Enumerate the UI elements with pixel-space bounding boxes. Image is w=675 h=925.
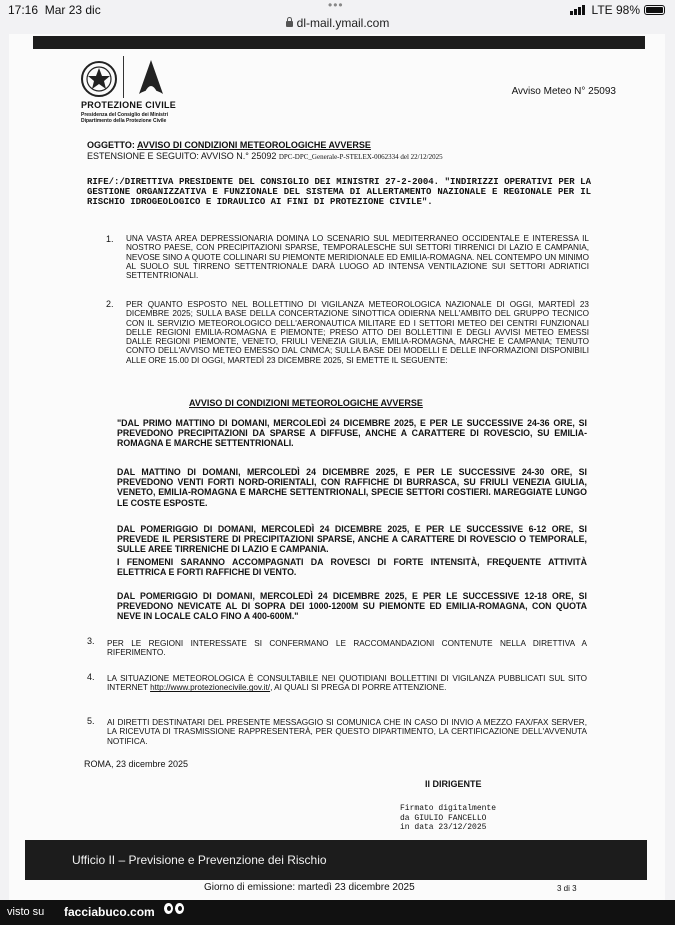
network-label: LTE 98%: [591, 3, 640, 17]
item-number: 1.: [106, 234, 114, 244]
avviso-number: Avviso Meteo N° 25093: [511, 86, 616, 97]
item-number: 5.: [87, 716, 95, 726]
emission-date: Giorno di emissione: martedì 23 dicembre 2025: [204, 882, 415, 893]
forecast-paragraph: "DAL PRIMO MATTINO DI DOMANI, MERCOLEDÌ 24 DICEMBRE 2025, E PER LE SUCCESSIVE 24-36 ORE, SI PREVEDONO PRECIPITAZIONI DA SPARSE A DIFFUSE, ANCHE A CARATTERE DI ROVESCIO, SU EMILIA-ROMAGNA E MARCHE SETTENTRIONALI.: [117, 418, 587, 449]
url-text[interactable]: dl-mail.ymail.com: [296, 16, 390, 30]
org-subtitle: Presidenza del Consiglio dei Ministri Dipartimento della Protezione Civile: [81, 112, 168, 124]
watermark-brand[interactable]: facciabuco.com: [64, 905, 155, 919]
protezione-civile-link[interactable]: http://www.protezionecivile.gov.it/: [150, 683, 271, 693]
emblem-icon: [79, 58, 119, 98]
document-page: [9, 34, 665, 900]
place-date: ROMA, 23 dicembre 2025: [84, 759, 189, 769]
item-number: 4.: [87, 672, 95, 682]
status-date: Mar 23 dic: [44, 3, 101, 17]
oggetto: [87, 140, 371, 150]
logo-divider: [123, 56, 124, 98]
header-bar: [33, 36, 645, 49]
page-number: 3 di 3: [557, 884, 577, 893]
watermark-visto: visto su: [7, 906, 45, 918]
rife-text: RIFE/:/DIRETTIVA PRESIDENTE DEL CONSIGLIO DEI MINISTRI 27-2-2004. "INDIRIZZI OPERATIVI PER LA GESTIONE ORGANIZZATIVA E FUNZIONALE DEL SISTEMA DI ALLERTAMENTO NAZIONALE E REGIONALE PER IL RISCHIO IDROGEOLOGICO E IDRAULICO AI FINI DI PROTEZIONE CIVILE".: [87, 177, 591, 207]
signal-icon: [570, 5, 585, 15]
protezione-civile-logo-icon: [131, 56, 171, 98]
forecast-paragraph: I FENOMENI SARANNO ACCOMPAGNATI DA ROVESCI DI FORTE INTENSITÀ, FREQUENTE ATTIVITÀ ELETTRICA E FORTI RAFFICHE DI VENTO.: [117, 557, 587, 578]
estensione-ref: DPC-DPC_Generale-P-STELEX-0062334 del 22/12/2025: [278, 153, 443, 161]
forecast-paragraph: DAL MATTINO DI DOMANI, MERCOLEDÌ 24 DICEMBRE 2025, E PER LE SUCCESSIVE 24-30 ORE, SI PREVEDONO VENTI FORTI NORD-ORIENTALI, CON RAFFICHE DI BURRASCA, SU FRIULI VENEZIA GIULIA, VENETO, EMILIA-ROMAGNA E MARCHE SETTENTRIONALI, SPECIE SETTORI COSTIERI. MAREGGIATE LUNGO LE COSTE ESPOSTE.: [117, 467, 587, 508]
footer-office: Ufficio II – Previsione e Prevenzione dei Rischio: [72, 853, 327, 867]
org-name: PROTEZIONE CIVILE: [81, 100, 177, 110]
status-right: [570, 3, 665, 17]
item-number: 2.: [106, 299, 114, 309]
oggetto-title: AVVISO DI CONDIZIONI METEOROLOGICHE AVVERSE: [137, 140, 371, 150]
eyes-icon: [164, 903, 184, 914]
more-dots-icon[interactable]: •••: [328, 0, 344, 12]
status-time: 17:16 Mar 23 dic: [8, 3, 101, 17]
item-text: PER QUANTO ESPOSTO NEL BOLLETTINO DI VIGILANZA METEOROLOGICA NAZIONALE DI OGGI, MARTEDÌ 23 DICEMBRE 2025; SULLA BASE DELLA CONCERTAZIONE SINOTTICA ODIERNA NELL'AMBITO DEL GRUPPO TECNICO CON IL SERVIZIO METEOROLOGICO DELL'AERONAUTICA MILITARE ED I SETTORI METEO DEI CENTRI FUNZIONALI DELLE REGIONI EMILIA-ROMAGNA E PIEMONTE; PRESO ATTO DEI BOLLETTINI E DEGLI AVVISI METEO EMESSI DALLE REGIONI PIEMONTE, VENETO, FRIULI VENEZIA GIULIA, EMILIA-ROMAGNA, MARCHE E CAMPANIA; TENUTO CONTO DELL'AVVISO METEO EMESSO DAL CNMCA; SULLA BASE DEI MODELLI E DELLE INFORMAZIONI DISPONIBILI ALLE ORE 15.00 DI OGGI, MARTEDÌ 23 DICEMBRE 2025, SI EMETTE IL SEGUENTE:: [126, 300, 589, 365]
item-text: AI DIRETTI DESTINATARI DEL PRESENTE MESSAGGIO SI COMUNICA CHE IN CASO DI INVIO A MEZZO FAX/FAX SERVER, LA RICEVUTA DI TRASMISSIONE RAPPRESENTERÀ, PER QUESTO DIPARTIMENTO, LA CERTIFICAZIONE DELL'AVVENUTA NOTIFICA.: [107, 718, 587, 746]
item-text: UNA VASTA AREA DEPRESSIONARIA DOMINA LO SCENARIO SUL MEDITERRANEO OCCIDENTALE E INTERESSA IL NOSTRO PAESE, CON PRECIPITAZIONI SPARSE, TEMPORALESCHE SUI SETTORI TIRRENICI DI LAZIO E CAMPANIA, NEVOSE SINO A QUOTE COLLINARI SU PIEMONTE MERIDIONALE ED EMILIA-ROMAGNA. NEL CONTEMPO UN MINIMO AL SUOLO SUL TIRRENO SETTENTRIONALE DARÀ LUOGO AD INTENSA VENTILAZIONE SUI SETTORI ADRIATICI SETTENTRIONALI.: [126, 234, 589, 281]
forecast-paragraph: DAL POMERIGGIO DI DOMANI, MERCOLEDÌ 24 DICEMBRE 2025, E PER LE SUCCESSIVE 12-18 ORE, SI PREVEDONO NEVICATE AL DI SOPRA DEI 1000-1200M SU PIEMONTE ED EMILIA-ROMAGNA, CON QUOTA NEVE IN LOCALE CALO FINO A 400-600M.": [117, 591, 587, 622]
item-number: 3.: [87, 636, 95, 646]
avviso-heading: AVVISO DI CONDIZIONI METEOROLOGICHE AVVERSE: [189, 398, 423, 408]
estensione-text: ESTENSIONE E SEGUITO: AVVISO N.° 25092: [87, 151, 277, 161]
dirigente-label: Il DIRIGENTE: [425, 779, 482, 789]
watermark-bar: [0, 900, 675, 925]
estensione: [87, 151, 443, 161]
forecast-paragraph: DAL POMERIGGIO DI DOMANI, MERCOLEDÌ 24 DICEMBRE 2025, E PER LE SUCCESSIVE 6-12 ORE, SI PREVEDE IL PERSISTERE DI PRECIPITAZIONI SPARSE, ANCHE A CARATTERE DI ROVESCIO O TEMPORALE, SULLE AREE TIRRENICHE DI LAZIO E CAMPANIA.: [117, 524, 587, 555]
address-bar[interactable]: [0, 16, 675, 34]
oggetto-label: OGGETTO:: [87, 140, 135, 150]
digital-signature: Firmato digitalmente da GIULIO FANCELLO in data 23/12/2025: [400, 804, 497, 832]
lock-icon: [286, 21, 293, 27]
item-text: PER LE REGIONI INTERESSATE SI CONFERMANO LE RACCOMANDAZIONI CONTENUTE NELLA DIRETTIVA A RIFERIMENTO.: [107, 639, 587, 658]
item-text: LA SITUAZIONE METEOROLOGICA È CONSULTABILE NEI QUOTIDIANI BOLLETTINI DI VIGILANZA PUBBLICATI SUL SITO INTERNET http://www.protezionecivile.gov.it/, AI QUALI SI PREGA DI PORRE ATTENZIONE.: [107, 674, 587, 693]
battery-icon: [644, 5, 665, 15]
